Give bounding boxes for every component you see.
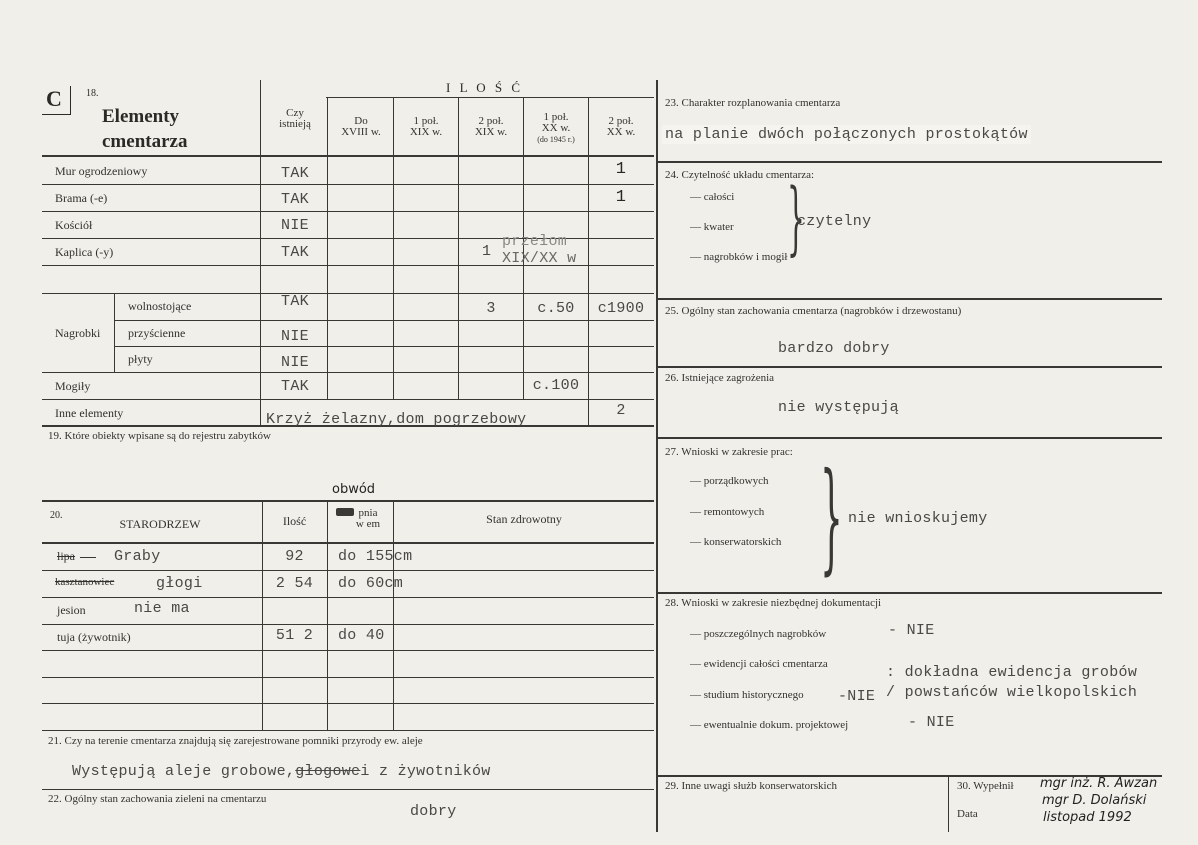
tree-typed-3: nie ma [134,600,190,617]
s28-value-studium: -NIE [838,688,876,705]
s20-col-stan: Stan zdrowotny [486,512,562,526]
period-header-5: 2 poł. XX w. [606,115,636,138]
period-header-1: Do XVIII w. [341,115,381,138]
wolnostojace-2pol-xix: 3 [486,300,496,317]
s25-label: 25. Ogólny stan zachowania cmentarza (nagrobków i drzewostanu) [665,305,962,317]
period-header-3: 2 poł. XIX w. [474,115,508,138]
period-header-2: 1 poł. XIX w. [409,115,443,138]
s28-item-studium: — studium historycznego [690,689,804,701]
s24-item-kwater: — kwater [690,221,734,233]
period-header-4: 1 poł. XX w. (do 1945 r.) [537,111,575,144]
section-title-1: Elementy [102,106,180,127]
s28-value-nagrobkow: - NIE [888,622,935,639]
exists-wolnostojace: TAK [281,293,309,310]
s25-value: bardzo dobry [778,340,890,357]
s26-value: nie występują [778,399,899,416]
tree-ilosc-1: 92 [285,548,304,565]
s23-value: na planie dwóch połączonych prostokątów [662,125,1031,144]
kaplica-note-1: przełom [502,233,568,250]
s24-brace: } [787,171,805,264]
tree-strike-extend-1 [80,557,96,558]
s28-label: 28. Wnioski w zakresie niezbędnej dokumentacji [665,597,882,609]
wolnostojace-1pol-xx: c.50 [537,300,575,317]
s21-label: 21. Czy na terenie cmentarza znajdują się zarejestrowane pomniki przyrody ew. aleje [48,735,423,747]
section-number: 18. [86,88,99,99]
s19-label: 19. Które obiekty wpisane są do rejestru zabytków [48,430,271,442]
row-label-mur: Mur ogrodzeniowy [55,164,148,178]
s28-ewidencja-1: : dokładna ewidencja grobów [886,664,1138,681]
row-label-inne: Inne elementy [55,406,124,420]
s22-label: 22. Ogólny stan zachowania zieleni na cmentarzu [48,793,267,805]
s27-item-remontowych: — remontowych [690,506,765,518]
row-label-plyty: płyty [128,352,153,366]
s24-label: 24. Czytelność układu cmentarza: [665,169,815,181]
inne-value: Krzyż żelazny,dom pogrzebowy [266,411,527,428]
s22-value: dobry [410,803,457,820]
exists-mogily: TAK [281,378,309,395]
section-letter: C [46,86,62,111]
exists-kaplica: TAK [281,244,309,261]
wolnostojace-2pol-xx: c1900 [597,300,645,317]
s28-item-projektowej: — ewentualnie dokum. projektowej [690,719,849,731]
tree-printed-1: lipa [57,549,75,563]
ilosc-header: I L O Ś Ć [446,80,524,95]
exists-mur: TAK [281,165,309,182]
s28-ewidencja-2: / powstańców wielkopolskich [886,684,1138,701]
tree-obwod-2: do 60cm [338,575,404,592]
tree-ilosc-2: 2 54 [275,575,314,592]
s27-brace: } [820,448,843,587]
s20-col-obwod: obwód [332,482,376,497]
row-label-mogily: Mogiły [55,379,91,393]
exists-plyty: NIE [281,354,309,371]
s26-label: 26. Istniejące zagrożenia [665,372,775,384]
row-label-wolnostojace: wolnostojące [128,299,192,313]
tree-typed-2: głogi [156,575,203,592]
section-title-2: cmentarza [102,131,188,152]
tree-obwod-1: do 155cm [338,548,413,565]
s28-item-nagrobkow: — poszczególnych nagrobków [690,628,827,640]
s20-number: 20. [50,510,63,521]
s28-item-ewidencji: — ewidencji całości cmentarza [690,658,828,670]
inne-2pol-xx: 2 [616,402,626,419]
s27-item-porzadkowych: — porządkowych [690,475,769,487]
kaplica-2pol-xix: 1 [482,243,492,260]
mur-2pol-xx: 1 [615,160,627,179]
s24-item-calosci: — całości [690,191,735,203]
s27-item-konserwatorskich: — konserwatorskich [690,536,782,548]
tree-ilosc-4: 51 2 [275,627,314,644]
row-label-brama: Brama (-e) [55,191,108,205]
s20-col-ilosc: Ilość [282,514,307,528]
exists-brama: TAK [281,191,309,208]
exists-header: Czy istnieją [279,107,311,130]
s28-value-projektowej: - NIE [908,714,955,731]
s27-value: nie wnioskujemy [848,510,988,527]
s20-title: STARODRZEW [119,517,201,531]
row-label-kaplica: Kaplica (-y) [55,245,114,259]
kaplica-note-2: XIX/XX w [502,250,577,267]
tree-printed-2: kasztanowiec [55,576,115,588]
s23-label: 23. Charakter rozplanowania cmentarza [665,97,841,109]
mogily-1pol-xx: c.100 [532,377,580,394]
s30-date-label: Data [957,808,978,820]
s27-label: 27. Wnioski w zakresie prac: [665,446,793,458]
s30-author-2: mgr D. Dolański [1042,793,1147,808]
s29-label: 29. Inne uwagi służb konserwatorskich [665,780,837,792]
row-label-przyscienne: przyścienne [128,326,186,340]
tree-printed-4: tuja (żywotnik) [57,630,131,644]
brama-2pol-xx: 1 [615,188,627,207]
s20-col-pnia: pnia w em [355,507,381,530]
s30-label: 30. Wypełnił [957,780,1014,792]
s30-author-1: mgr inż. R. Awzan [1040,776,1158,791]
exists-kosciol: NIE [281,217,309,234]
tree-typed-1: Graby [114,548,161,565]
s24-value: czytelny [797,213,872,230]
s24-item-nagrobkow: — nagrobków i mogił [690,251,788,263]
row-label-nagrobki: Nagrobki [55,326,101,340]
s30-date: listopad 1992 [1043,810,1132,825]
row-label-kosciol: Kościół [55,218,93,232]
tree-printed-3: jesion [57,603,86,617]
tree-obwod-4: do 40 [338,627,385,644]
s21-value: Występują aleje grobowe,głogowei z żywotników [72,763,491,780]
exists-przyscienne: NIE [281,328,309,345]
